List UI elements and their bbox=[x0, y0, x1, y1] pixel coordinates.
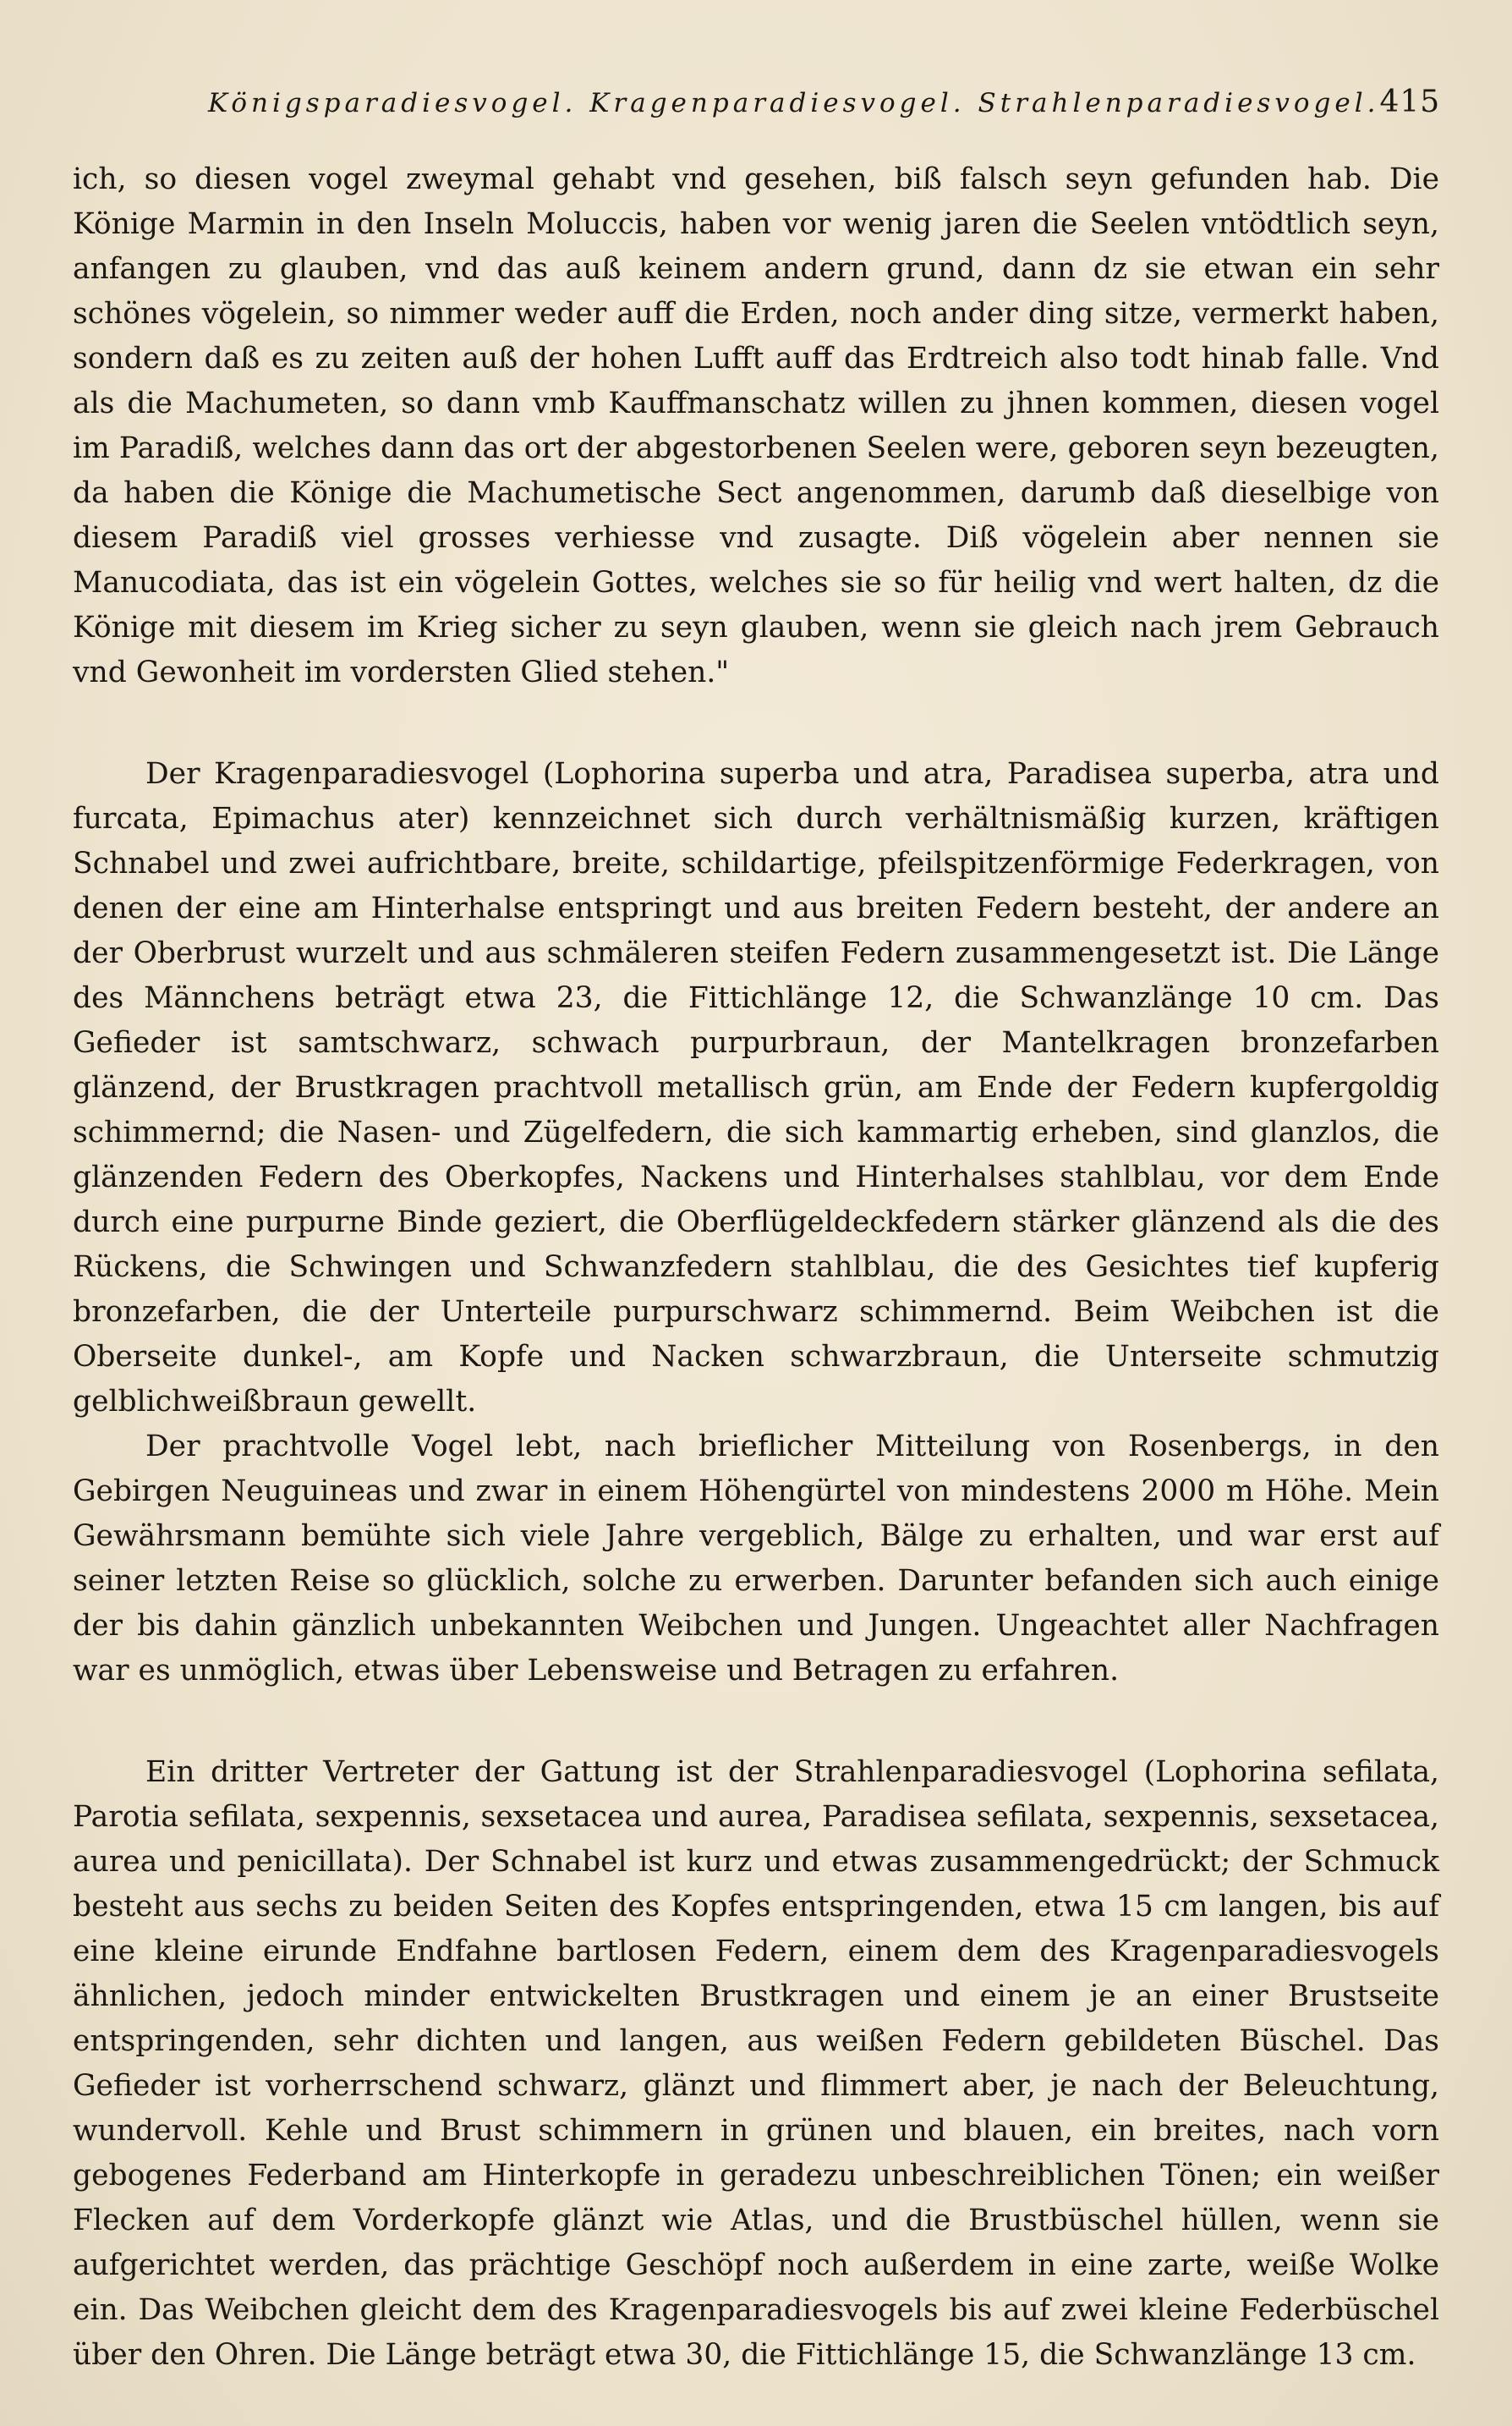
page-number: 415 bbox=[1379, 85, 1441, 119]
running-head bbox=[73, 85, 1439, 118]
paragraph-rosenberg: Der prachtvolle Vogel lebt, nach brieflicher Mitteilung von Rosenbergs, in den Gebirgen Neuguineas und zwar in einem Höhengürtel von mindestens 2000 m Höhe. Mein Gewährsmann bemühte sich viele Jahre vergeblich, Bälge zu erhalten, und war erst auf seiner letzten Reise so glücklich, solche zu erwerben. Darunter befanden sich auch einige der bis dahin gänzlich unbekannten Weibchen und Jungen. Ungeachtet aller Nachfragen war es unmöglich, etwas über Lebensweise und Betragen zu erfahren. bbox=[73, 1430, 1439, 1688]
paragraph-strahlenparadiesvogel: Ein dritter Vertreter der Gattung ist der Strahlenparadiesvogel (Lophorina sefilata, Parotia sefilata, sexpennis, sexsetacea und aurea, Paradisea sefilata, sexpennis, sexsetacea, aurea und penicillata). Der Schnabel ist kurz und etwas zusammengedrückt; der Schmuck besteht aus sechs zu beiden Seiten des Kopfes entspringenden, etwa 15 cm langen, bis auf eine kleine eirunde Endfahne bartlosen Federn, einem dem des Kragenparadiesvogels ähnlichen, jedoch minder entwickelten Brustkragen und einem je an einer Brustseite entspringenden, sehr dichten und langen, aus weißen Federn gebildeten Büschel. Das Gefieder ist vorherrschend schwarz, glänzt und flimmert aber, je nach der Beleuchtung, wundervoll. Kehle und Brust schimmern in grünen und blauen, ein breites, nach vorn gebogenes Federband am Hinterkopfe in geradezu unbeschreiblichen Tönen; ein weißer Flecken auf dem Vorderkopfe glänzt wie Atlas, und die Brustbüschel hüllen, wenn sie aufgerichtet werden, das prächtige Geschöpf noch außerdem in eine zarte, weiße Wolke ein. Das Weibchen gleicht dem des Kragenparadiesvogels bis auf zwei kleine Federbüschel über den Ohren. Die Länge beträgt etwa 30, die Fittichlänge 15, die Schwanzlänge 13 cm. bbox=[73, 1755, 1439, 2372]
paragraph-kragenparadiesvogel: Der Kragenparadiesvogel (Lophorina superba und atra, Paradisea superba, atra und furcata, Epimachus ater) kennzeichnet sich durch verhältnismäßig kurzen, kräftigen Schnabel und zwei aufrichtbare, breite, schildartige, pfeilspitzenförmige Federkragen, von denen der eine am Hinterhalse entspringt und aus breiten Federn besteht, der andere an der Oberbrust wurzelt und aus schmäleren steifen Federn zusammengesetzt ist. Die Länge des Männchens beträgt etwa 23, die Fittichlänge 12, die Schwanzlänge 10 cm. Das Gefieder ist samtschwarz, schwach purpurbraun, der Mantelkragen bronzefarben glänzend, der Brustkragen prachtvoll metallisch grün, am Ende der Federn kupfergoldig schimmernd; die Nasen- und Zügelfedern, die sich kammartig erheben, sind glanzlos, die glänzenden Federn des Oberkopfes, Nackens und Hinterhalses stahlblau, vor dem Ende durch eine purpurne Binde geziert, die Oberflügeldeckfedern stärker glänzend als die des Rückens, die Schwingen und Schwanzfedern stahlblau, die des Gesichtes tief kupferig bronzefarben, die der Unterteile purpurschwarz schimmernd. Beim Weibchen ist die Oberseite dunkel-, am Kopfe und Nacken schwarzbraun, die Unterseite schmutzig gelblichweißbraun gewellt. bbox=[73, 757, 1439, 1419]
running-title: Königsparadiesvogel. Kragenparadiesvogel. Strahlenparadiesvogel. bbox=[208, 88, 1380, 118]
paragraph-quote-continuation: ich, so diesen vogel zweymal gehabt vnd gesehen, biß falsch seyn gefunden hab. Die Könige Marmin in den Inseln Moluccis, haben vor wenig jaren die Seelen vntödtlich seyn, anfangen zu glauben, vnd das auß keinem andern grund, dann dz sie etwan ein sehr schönes vögelein, so nimmer weder auff die Erden, noch ander ding sitze, vermerkt haben, sondern daß es zu zeiten auß der hohen Lufft auff das Erdtreich also todt hinab falle. Vnd als die Machumeten, so dann vmb Kauffmanschatz willen zu jhnen kommen, diesen vogel im Paradiß, welches dann das ort der abgestorbenen Seelen were, geboren seyn bezeugten, da haben die Könige die Machumetische Sect angenommen, darumb daß dieselbige von diesem Paradiß viel grosses verhiesse vnd zusagte. Diß vögelein aber nennen sie Manucodiata, das ist ein vögelein Gottes, welches sie so für heilig vnd wert halten, dz die Könige mit diesem im Krieg sicher zu seyn glauben, wenn sie gleich nach jrem Gebrauch vnd Gewonheit im vordersten Glied stehen." bbox=[73, 162, 1439, 689]
